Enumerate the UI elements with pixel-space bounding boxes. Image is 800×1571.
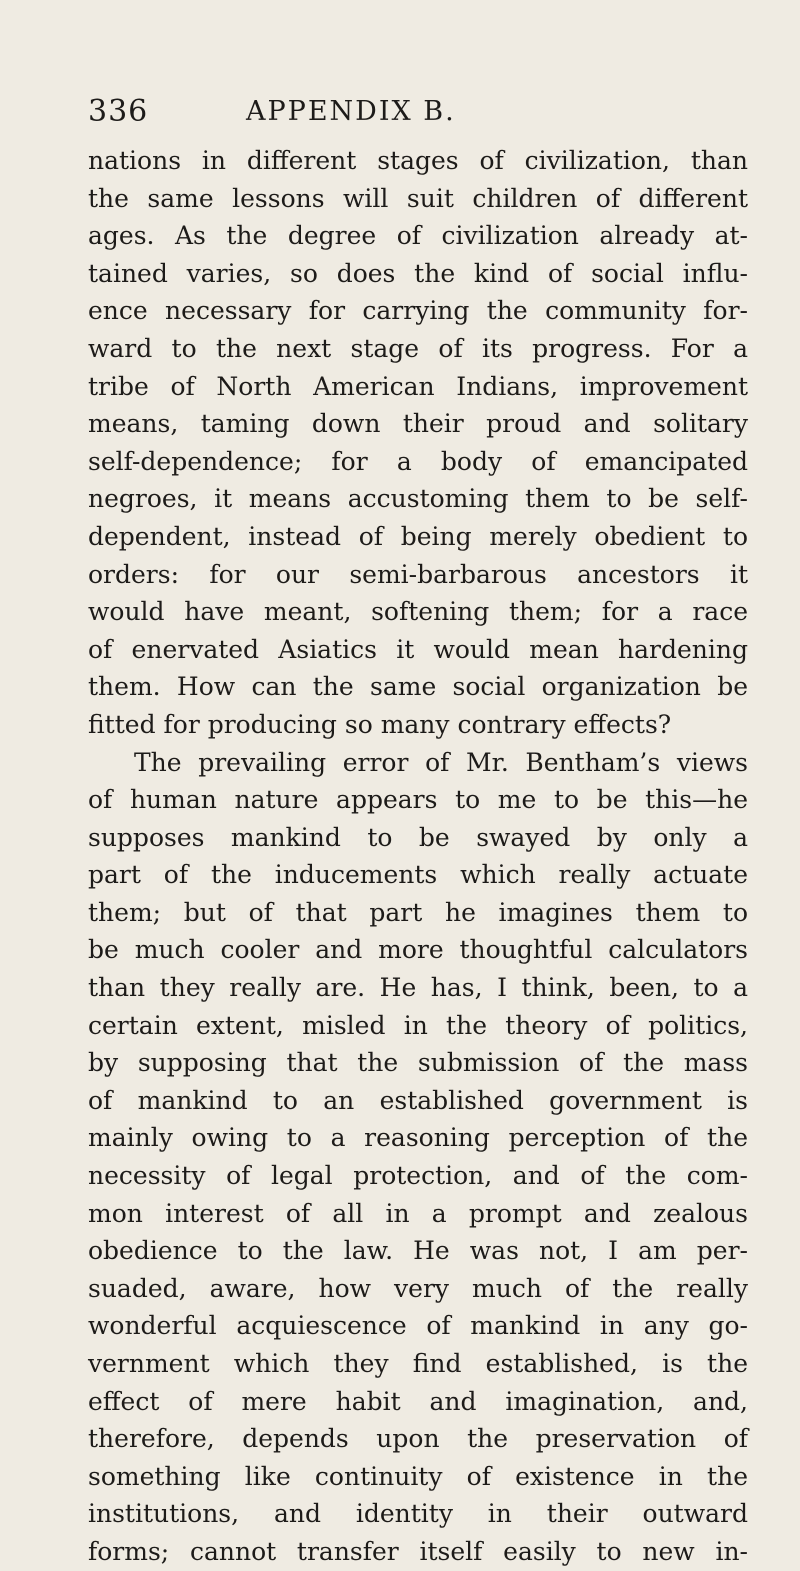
text-line: them; but of that part he imagines them to [88,897,748,927]
text-line: mainly owing to a reasoning perception of the [88,1123,748,1153]
text-line: obedience to the law. He was not, I am per- [88,1236,748,1266]
text-line: ward to the next stage of its progress. For a [88,333,748,363]
page-number: 336 [88,94,149,129]
text-line: effect of mere habit and imagination, and, [88,1386,748,1416]
text-line: necessity of legal protection, and of the com- [88,1161,748,1191]
text-line: by supposing that the submission of the mass [88,1048,748,1078]
text-line: ence necessary for carrying the community for- [88,296,748,326]
text-line: fitted for producing so many contrary effects? [88,709,672,739]
text-line: tribe of North American Indians, improvement [88,371,748,401]
text-line: ages. As the degree of civilization already at- [88,221,748,251]
text-line: suaded, aware, how very much of the really [88,1273,748,1303]
text-line: of mankind to an established government is [88,1085,748,1115]
text-line: certain extent, misled in the theory of politics, [88,1010,748,1040]
text-line: means, taming down their proud and solitary [88,409,748,439]
text-line: therefore, depends upon the preservation of [88,1424,748,1454]
body-text [88,142,748,1571]
text-line: of enervated Asiatics it would mean hardening [88,634,748,664]
text-line: part of the inducements which really actuate [88,860,748,890]
text-line: them. How can the same social organization be [88,672,748,702]
page-header [88,90,740,134]
text-line: of human nature appears to me to be this—he [88,785,748,815]
text-line: than they really are. He has, I think, been, to a [88,973,748,1003]
running-head: APPENDIX B. [246,96,456,127]
text-line: the same lessons will suit children of different [88,183,748,213]
text-line: orders: for our semi-barbarous ancestors it [88,559,748,589]
text-line: institutions, and identity in their outward [88,1499,748,1529]
text-line: vernment which they find established, is the [88,1349,748,1378]
text-line: mon interest of all in a prompt and zealous [88,1198,748,1228]
text-line: forms; cannot transfer itself easily to new in- [88,1536,748,1566]
text-line: be much cooler and more thoughtful calculators [88,935,748,965]
text-line: would have meant, softening them; for a race [88,597,748,627]
text-line: supposes mankind to be swayed by only a [88,822,748,852]
text-line: something like continuity of existence in the [88,1461,748,1491]
text-line: wonderful acquiescence of mankind in any go- [88,1311,748,1341]
text-line: dependent, instead of being merely obedient to [88,521,748,551]
text-line: nations in different stages of civilization, than [88,146,748,175]
text-line: tained varies, so does the kind of social influ- [88,258,748,288]
paragraph-start-line: The prevailing error of Mr. Bentham’s views [134,747,748,777]
text-line: self-dependence; for a body of emancipated [88,446,748,476]
text-line: negroes, it means accustoming them to be self- [88,484,748,514]
